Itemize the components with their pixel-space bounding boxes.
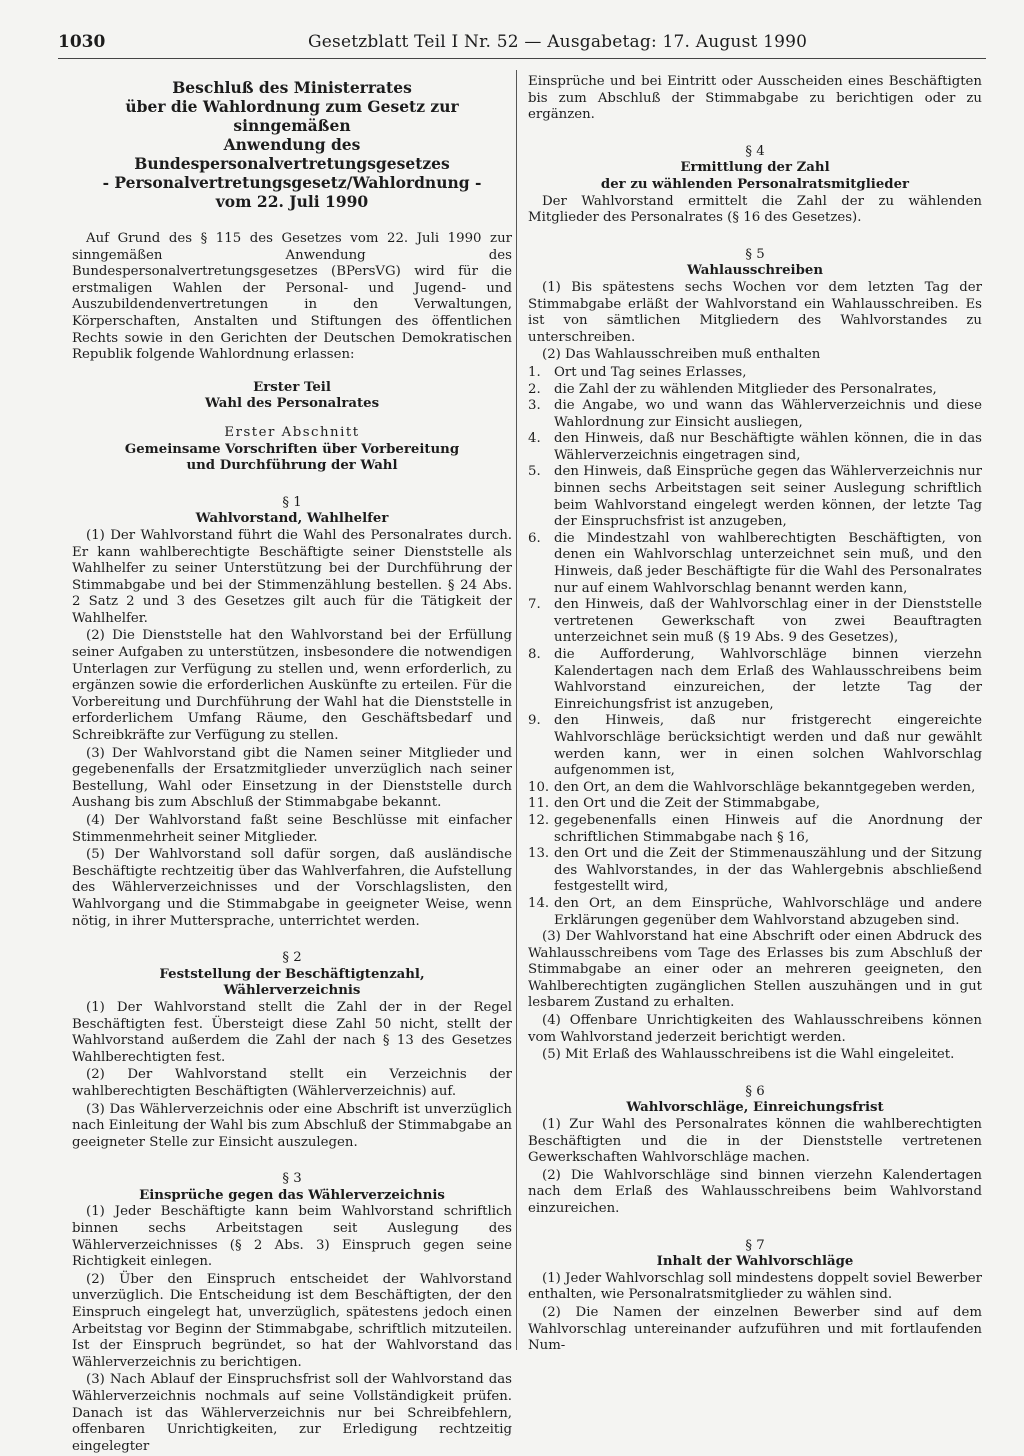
list-item-text: den Hinweis, daß Einsprüche gegen das Wählerverzeichnis nur binnen sechs Arbeitstagen seit seiner Auslegung schriftlich beim Wahlvorstand eingelegt werden können, der letzte Tag der Einspruchsfrist ist anzugeben, (554, 464, 982, 530)
paragraph-title: Ermittlung der Zahl (680, 160, 830, 176)
list-item (528, 813, 982, 846)
list-item-text: den Hinweis, daß der Wahlvorschlag einer in der Dienststelle vertretenen Gewerkschaft von zwei Beauftragten unterzeichnet sein muß (§ 19 Abs. 9 des Gesetzes), (554, 597, 982, 646)
paragraph-text: Der Wahlvorstand ermittelt die Zahl der zu wählenden Mitglieder des Personalrates (§ 16 des Gesetzes). (528, 193, 982, 226)
list-item (528, 398, 982, 431)
list-item (528, 597, 982, 647)
list-item-number: 2. (528, 381, 541, 397)
paragraph-text: (3) Der Wahlvorstand hat eine Abschrift oder einen Abdruck des Wahlausschreibens vom Tage des Erlasses bis zum Abschluß der Stimmabgabe an einer oder an mehreren geeigneten, den Wahlberechtigten zugänglichen Stellen auszuhängen und in gut lesbarem Zustand zu erhalten. (528, 929, 982, 1011)
title-line: Anwendung des Bundespersonalvertretungsgesetzes (134, 135, 450, 173)
paragraph-title: Wahlvorschläge, Einreichungsfrist (626, 1100, 884, 1116)
part-title: Wahl des Personalrates (204, 396, 380, 412)
list-item-number: 8. (528, 647, 541, 662)
document-title (72, 78, 512, 211)
paragraph-text: (4) Offenbare Unrichtigkeiten des Wahlausschreibens können vom Wahlvorstand jederzeit berichtigt werden. (528, 1013, 982, 1045)
paragraph-text: (3) Das Wählerverzeichnis oder eine Abschrift ist unverzüglich nach Einleitung der Wahl bis zum Abschluß der Stimmabgabe an geeigneter Stelle zur Einsicht auszulegen. (72, 1101, 512, 1150)
section-label: Erster Abschnitt (224, 424, 360, 440)
list-item-number: 13. (528, 846, 550, 862)
paragraph-title: Wahlausschreiben (686, 263, 824, 279)
title-line: Beschluß des Ministerrates (172, 78, 412, 97)
page-number: 1030 (58, 32, 106, 52)
list-item (528, 365, 982, 382)
list-item (528, 896, 982, 929)
list-item (528, 780, 982, 797)
paragraph-text: (1) Jeder Beschäftigte kann beim Wahlvorstand schriftlich binnen sechs Arbeitstagen seit Auslegung des Wählerverzeichnisses (§ 2 Abs. 3) Einspruch gegen seine Richtigkeit einlegen. (72, 1204, 512, 1270)
paragraph-text: (2) Über den Einspruch entscheidet der Wahlvorstand unverzüglich. Die Entscheidung ist dem Beschäftigten, der den Einspruch eingelegt hat, unverzüglich, spätestens jedoch einen Arbeitstag vor Beginn der Stimmabgabe, schriftlich mitzuteilen. Ist der Einspruch begründet, so hat der Wahlvorstand das Wählerverzeichnis zu berichtigen. (72, 1271, 512, 1370)
list-item-text: die Zahl der zu wählenden Mitglieder des Personalrates, (554, 381, 937, 397)
list-item-number: 12. (528, 812, 550, 828)
list-item-text: den Ort, an dem die Wahlvorschläge bekanntgegeben werden, (554, 779, 976, 795)
list-item-text: die Aufforderung, Wahlvorschläge binnen vierzehn Kalendertagen nach dem Erlaß des Wahlausschreibens beim Wahlvorstand einzureichen, der letzte Tag der Einreichungsfrist ist anzugeben, (554, 647, 982, 712)
list-item-number: 14. (528, 895, 550, 911)
paragraph-title: Einsprüche gegen das Wählerverzeichnis (139, 1187, 445, 1203)
paragraph-text: (5) Der Wahlvorstand soll dafür sorgen, daß ausländische Beschäftigte rechtzeitig über das Wahlverfahren, die Aufstellung des Wählerverzeichnisses und der Vorschlagslisten, den Wahlvorgang und die Stimmabgabe in geeigneter Weise, wenn nötig, in ihrer Muttersprache, unterrichtet werden. (72, 847, 512, 929)
right-column (528, 74, 982, 1356)
list-item-text: den Ort und die Zeit der Stimmenauszählung und der Sitzung des Wahlvorstandes, in der das Wahlergebnis abschließend festgestellt wird, (554, 846, 982, 895)
list-item-number: 5. (528, 464, 541, 480)
paragraph-text: (2) Der Wahlvorstand stellt ein Verzeichnis der wahlberechtigten Beschäftigten (Wählerverzeichnis) auf. (72, 1067, 512, 1099)
list-item (528, 647, 982, 713)
list-item (528, 531, 982, 597)
list-item-text: die Mindestzahl von wahlberechtigten Beschäftigten, von denen ein Wahlvorschlag unterzeichnet sein muß, und den Hinweis, daß jeder Beschäftigte für die Wahl des Personalrates nur auf einem Wahlvorschlag benannt werden kann, (554, 530, 982, 596)
paragraph-text: (2) Das Wahlausschreiben muß enthalten (542, 347, 821, 363)
paragraph-text: (1) Jeder Wahlvorschlag soll mindestens doppelt soviel Bewerber enthalten, wie Personalratsmitglieder zu wählen sind. (528, 1270, 982, 1303)
list-item (528, 846, 982, 896)
paragraph-title: der zu wählenden Personalratsmitglieder (600, 176, 910, 192)
paragraph-number: § 7 (745, 1237, 765, 1253)
section-title: und Durchführung der Wahl (186, 458, 398, 474)
title-line: über die Wahlordnung zum Gesetz zur sinngemäßen (125, 97, 459, 135)
paragraph-text: (2) Die Namen der einzelnen Bewerber sind auf dem Wahlvorschlag untereinander aufzuführen und mit fortlaufenden Num- (528, 1304, 982, 1354)
paragraph-number: § 1 (282, 494, 302, 510)
list-item (528, 431, 982, 464)
list-item-number: 11. (528, 796, 550, 812)
list-item (528, 796, 982, 813)
running-title: Gesetzblatt Teil I Nr. 52 — Ausgabetag: 17. August 1990 (308, 32, 808, 52)
paragraph-text: (1) Bis spätestens sechs Wochen vor dem letzten Tag der Stimmabgabe erläßt der Wahlvorstand ein Wahlausschreiben. Es ist von sämtlichen Mitgliedern des Wahlvorstandes zu unterschreiben. (528, 279, 982, 345)
list-item-text: den Ort, an dem Einsprüche, Wahlvorschläge und andere Erklärungen gegenüber dem Wahlvorstand abzugeben sind. (554, 895, 982, 928)
intro-paragraph: Auf Grund des § 115 des Gesetzes vom 22. Juli 1990 zur sinngemäßen Anwendung des Bundespersonalvertretungsgesetzes (BPersVG) wird für die erstmaligen Wahlen der Personal- und Jugend- und Auszubildendenvertretungen in den Verwaltungen, Körperschaften, Anstalten und Stiftungen des öffentlichen Rechts sowie in den Gerichten der Deutschen Demokratischen Republik folgende Wahlordnung erlassen: (72, 231, 512, 363)
paragraph-number: § 3 (282, 1171, 302, 1187)
list-item-number: 6. (528, 530, 541, 546)
header-rule (58, 58, 986, 59)
paragraph-text: (4) Der Wahlvorstand faßt seine Beschlüsse mit einfacher Stimmenmehrheit seiner Mitglieder. (72, 813, 512, 845)
paragraph-text: (3) Nach Ablauf der Einspruchsfrist soll der Wahlvorstand das Wählerverzeichnis nochmals auf seine Vollständigkeit prüfen. Danach ist das Wählerverzeichnis nur bei Schreibfehlern, offenbaren Unrichtigkeiten, zur Erledigung rechtzeitig eingelegter (72, 1372, 512, 1454)
paragraph-text: (2) Die Wahlvorschläge sind binnen vierzehn Kalendertagen nach dem Erlaß des Wahlausschreibens beim Wahlvorstand einzureichen. (528, 1167, 982, 1216)
left-column (72, 74, 512, 1456)
list-item-number: 10. (528, 779, 550, 795)
list-item (528, 713, 982, 779)
part-label: Erster Teil (253, 379, 331, 395)
list-item-text: die Angabe, wo und wann das Wählerverzeichnis und diese Wahlordnung zur Einsicht ausliegen, (554, 398, 982, 430)
column-rule (516, 70, 517, 1350)
list-item-number: 4. (528, 431, 541, 447)
list-item-text: den Hinweis, daß nur fristgerecht eingereichte Wahlvorschläge berücksichtigt werden und daß nur gewählt werden kann, wer in einen solchen Wahlvorschlag aufgenommen ist, (554, 713, 982, 779)
paragraph-title: Feststellung der Beschäftigtenzahl, (159, 966, 425, 982)
list-item-text: gegebenenfalls einen Hinweis auf die Anordnung der schriftlichen Stimmabgabe nach § 16, (554, 812, 982, 845)
paragraph-title: Wahlvorstand, Wahlhelfer (195, 511, 389, 527)
title-line: - Personalvertretungsgesetz/Wahlordnung - (102, 173, 482, 192)
list-item-number: 9. (528, 713, 541, 729)
paragraph-text: (1) Der Wahlvorstand führt die Wahl des Personalrates durch. Er kann wahlberechtigte Beschäftigte seiner Dienststelle als Wahlhelfer zu seiner Unterstützung bei der Durchführung der Stimmabgabe und bei der Stimmenzählung bestellen. § 24 Abs. 2 Satz 2 und 3 des Gesetzes gilt auch für die Tätigkeit der Wahlhelfer. (72, 527, 512, 626)
paragraph-title: Wählerverzeichnis (223, 983, 361, 999)
section-title: Gemeinsame Vorschriften über Vorbereitung (124, 441, 460, 457)
list-item-number: 3. (528, 398, 541, 414)
title-line: vom 22. Juli 1990 (215, 192, 369, 211)
list-item-text: Ort und Tag seines Erlasses, (554, 364, 747, 380)
list-item-text: den Hinweis, daß nur Beschäftigte wählen können, die in das Wählerverzeichnis eingetragen sind, (554, 431, 982, 463)
enumerated-list (528, 365, 982, 929)
list-item (528, 464, 982, 530)
list-item-number: 7. (528, 597, 541, 613)
paragraph-number: § 6 (745, 1083, 765, 1099)
paragraph-title: Inhalt der Wahlvorschläge (656, 1254, 854, 1270)
paragraph-text: (1) Zur Wahl des Personalrates können die wahlberechtigten Beschäftigten und die in der Dienststelle vertretenen Gewerkschaften Wahlvorschläge machen. (528, 1117, 982, 1166)
page-header (58, 30, 986, 54)
list-item-number: 1. (528, 364, 541, 380)
list-item (528, 382, 982, 399)
paragraph-number: § 2 (282, 950, 302, 966)
paragraph-text: (2) Die Dienststelle hat den Wahlvorstand bei der Erfüllung seiner Aufgaben zu unterstützen, insbesondere die notwendigen Unterlagen zur Verfügung zu stellen und, wenn erforderlich, zu ergänzen sowie die erforderlichen Auskünfte zu erteilen. Für die Vorbereitung und Durchführung der Wahl hat die Dienststelle in erforderlichem Umfang Räume, den Geschäftsbedarf und Schreibkräfte zur Verfügung zu stellen. (72, 628, 512, 744)
paragraph-number: § 5 (745, 246, 765, 262)
paragraph-text: (5) Mit Erlaß des Wahlausschreibens ist die Wahl eingeleitet. (542, 1047, 955, 1063)
paragraph-text: (3) Der Wahlvorstand gibt die Namen seiner Mitglieder und gegebenenfalls der Ersatzmitglieder unverzüglich nach seiner Bestellung, Wahl oder Einsetzung in der Dienststelle durch Aushang bis zum Abschluß der Stimmabgabe bekannt. (72, 745, 512, 811)
list-item-text: den Ort und die Zeit der Stimmabgabe, (554, 796, 821, 812)
paragraph-text: Einsprüche und bei Eintritt oder Ausscheiden eines Beschäftigten bis zum Abschluß der Stimmabgabe zu berichtigen oder zu ergänzen. (528, 74, 982, 123)
paragraph-text: (1) Der Wahlvorstand stellt die Zahl der in der Regel Beschäftigten fest. Übersteigt diese Zahl 50 nicht, stellt der Wahlvorstand außerdem die Zahl der nach § 13 des Gesetzes Wahlberechtigten fest. (72, 999, 512, 1065)
paragraph-number: § 4 (745, 143, 765, 159)
